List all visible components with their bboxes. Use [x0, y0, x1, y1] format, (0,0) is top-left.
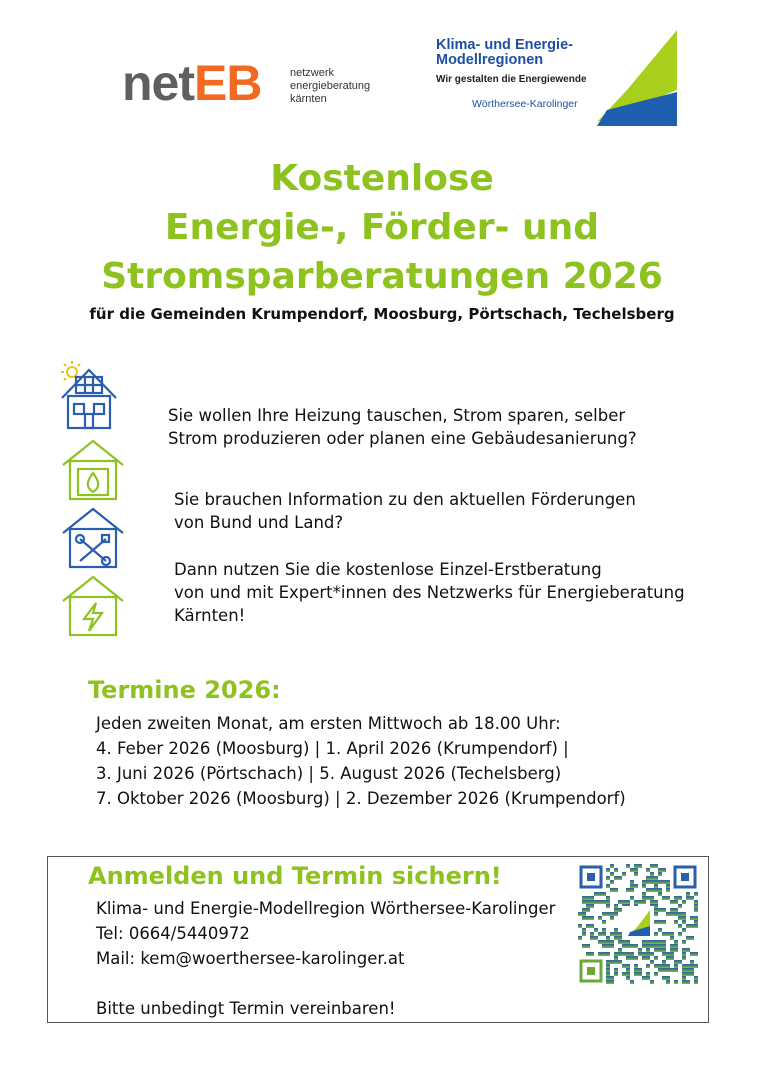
termine-list [96, 711, 626, 811]
contact-organization: Klima- und Energie-Modellregion Wörthersee-Karolinger [96, 899, 556, 918]
page-subtitle: für die Gemeinden Krumpendorf, Moosburg, Pörtschach, Techelsberg [89, 305, 675, 323]
contact-heading: Anmelden und Termin sichern! [88, 862, 502, 890]
intro-paragraph-3: Dann nutzen Sie die kostenlose Einzel-Erstberatung von und mit Expert*innen des Netzwerks für Energieberatung Kärnten! [174, 560, 685, 625]
kem-tagline: Wir gestalten die Energiewende [436, 74, 587, 85]
termine-line: Jeden zweiten Monat, am ersten Mittwoch ab 18.00 Uhr: [96, 714, 561, 733]
page-title-line-1: Kostenlose [270, 158, 494, 199]
contact-note: Bitte unbedingt Termin vereinbaren! [96, 999, 396, 1018]
neteb-logo [120, 55, 390, 115]
contact-details [96, 896, 555, 1021]
termine-heading: Termine 2026: [88, 676, 281, 704]
intro-paragraph-2: Sie brauchen Information zu den aktuellen Förderungen von Bund und Land? [174, 490, 636, 532]
kem-title: Klima- und Energie- Modellregionen [436, 37, 573, 68]
electricity-house-icon [60, 573, 126, 639]
contact-email[interactable]: Mail: kem@woerthersee-karolinger.at [96, 949, 405, 968]
page-title-line-3: Stromsparberatungen 2026 [101, 256, 663, 297]
neteb-wordmark: netEB [122, 55, 262, 111]
qr-code[interactable] [578, 864, 698, 984]
contact-phone[interactable]: Tel: 0664/5440972 [96, 924, 250, 943]
solar-house-icon [56, 360, 122, 432]
heating-house-icon [60, 437, 126, 503]
termine-line: 7. Oktober 2026 (Moosburg) | 2. Dezember 2026 (Krumpendorf) [96, 789, 626, 808]
neteb-subtitle: netzwerk energieberatung kärnten [290, 67, 371, 105]
tools-house-icon [60, 505, 126, 571]
intro-paragraph-1: Sie wollen Ihre Heizung tauschen, Strom sparen, selber Strom produzieren oder planen eine Gebäudesanierung? [168, 406, 637, 448]
kem-logo [432, 30, 677, 126]
termine-line: 3. Juni 2026 (Pörtschach) | 5. August 2026 (Techelsberg) [96, 764, 562, 783]
termine-line: 4. Feber 2026 (Moosburg) | 1. April 2026 (Krumpendorf) | [96, 739, 569, 758]
kem-swoosh-icon [597, 30, 677, 126]
page-title-line-2: Energie-, Förder- und [164, 207, 600, 248]
kem-region: Wörthersee-Karolinger [472, 98, 578, 110]
